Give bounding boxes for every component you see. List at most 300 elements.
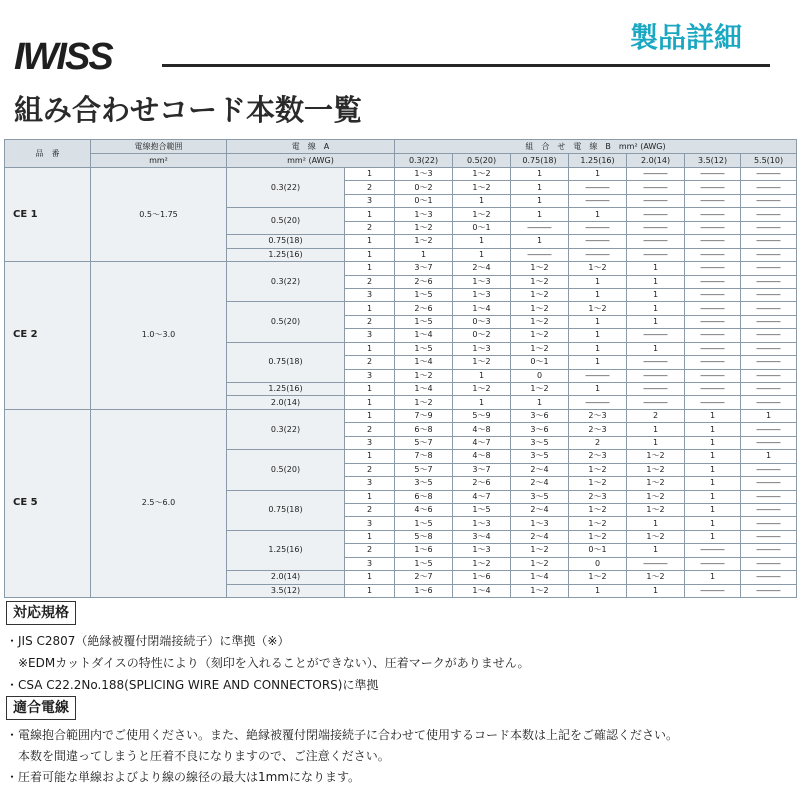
wire-a-count-cell: 3 bbox=[345, 477, 395, 490]
combination-cell: ――― bbox=[627, 329, 685, 342]
wire-a-count-cell: 1 bbox=[345, 302, 395, 315]
wire-a-cell: 0.5(20) bbox=[227, 302, 345, 342]
combination-cell: 1～5 bbox=[395, 557, 453, 570]
table-body bbox=[5, 168, 797, 598]
table-header-row-1 bbox=[5, 140, 797, 154]
range-cell: 1.0～3.0 bbox=[91, 262, 227, 410]
header-size: 0.5(20) bbox=[453, 154, 511, 168]
combination-cell: ――― bbox=[685, 248, 741, 261]
header-rule bbox=[162, 64, 770, 67]
combination-cell: 1 bbox=[569, 584, 627, 597]
combination-cell: ――― bbox=[511, 221, 569, 234]
combination-cell: ――― bbox=[741, 248, 797, 261]
combination-cell: 1～2 bbox=[453, 383, 511, 396]
combination-cell: 1～5 bbox=[453, 503, 511, 516]
combination-cell: 2～4 bbox=[511, 530, 569, 543]
combination-cell: 0～2 bbox=[395, 181, 453, 194]
table-header-row-2 bbox=[5, 154, 797, 168]
compatible-wires-note: 本数を間違ってしまうと圧着不良になりますので、ご注意ください。 bbox=[6, 749, 390, 763]
combination-cell: 1～2 bbox=[511, 288, 569, 301]
combination-cell: 1 bbox=[453, 248, 511, 261]
range-cell: 0.5～1.75 bbox=[91, 168, 227, 262]
header-range-label: 電線抱合範囲 bbox=[91, 140, 227, 154]
combination-cell: 1 bbox=[627, 315, 685, 328]
combination-cell: 1～2 bbox=[511, 342, 569, 355]
combination-cell: ――― bbox=[685, 356, 741, 369]
combination-cell: ――― bbox=[569, 248, 627, 261]
combination-cell: 1～5 bbox=[395, 342, 453, 355]
combination-cell: 1～2 bbox=[569, 571, 627, 584]
wire-a-count-cell: 2 bbox=[345, 181, 395, 194]
wire-a-count-cell: 2 bbox=[345, 544, 395, 557]
combination-cell: 2～3 bbox=[569, 490, 627, 503]
combination-cell: 1 bbox=[511, 208, 569, 221]
combination-cell: ――― bbox=[569, 194, 627, 207]
combination-cell: 1～2 bbox=[511, 275, 569, 288]
combination-cell: 2～4 bbox=[453, 262, 511, 275]
header-wire-a-label: 電 線 A bbox=[227, 140, 395, 154]
wire-a-count-cell: 1 bbox=[345, 584, 395, 597]
combination-cell: ――― bbox=[627, 248, 685, 261]
combination-cell: 1 bbox=[685, 530, 741, 543]
combination-cell: 5～9 bbox=[453, 409, 511, 422]
combination-cell: 2～4 bbox=[511, 503, 569, 516]
wire-a-cell: 0.75(18) bbox=[227, 490, 345, 530]
combination-cell: 1～2 bbox=[511, 584, 569, 597]
combination-cell: 0～1 bbox=[395, 194, 453, 207]
header-wire-b-label: 組 合 せ 電 線 B mm² (AWG) bbox=[395, 140, 797, 154]
combination-cell: ――― bbox=[741, 221, 797, 234]
combination-cell: 1～2 bbox=[569, 463, 627, 476]
combination-cell: 1 bbox=[685, 463, 741, 476]
wire-a-count-cell: 2 bbox=[345, 221, 395, 234]
header-size: 2.0(14) bbox=[627, 154, 685, 168]
header-size: 5.5(10) bbox=[741, 154, 797, 168]
combination-cell: ――― bbox=[741, 383, 797, 396]
standards-note: ・CSA C22.2No.188(SPLICING WIRE AND CONNECTORS)に準拠 bbox=[6, 678, 379, 692]
combination-cell: ――― bbox=[627, 396, 685, 409]
combination-cell: 1 bbox=[569, 342, 627, 355]
combination-cell: 1～2 bbox=[569, 477, 627, 490]
combination-cell: ――― bbox=[741, 262, 797, 275]
combination-cell: 0～2 bbox=[453, 329, 511, 342]
combination-cell: 1 bbox=[569, 383, 627, 396]
combination-cell: 1～3 bbox=[395, 168, 453, 181]
combination-cell: ――― bbox=[741, 356, 797, 369]
combination-cell: 1 bbox=[685, 423, 741, 436]
wire-a-count-cell: 1 bbox=[345, 168, 395, 181]
wire-a-count-cell: 1 bbox=[345, 490, 395, 503]
combination-cell: 1～2 bbox=[569, 302, 627, 315]
wire-a-count-cell: 1 bbox=[345, 342, 395, 355]
combination-cell: 1～3 bbox=[395, 208, 453, 221]
combination-cell: 1 bbox=[569, 329, 627, 342]
wire-a-count-cell: 3 bbox=[345, 288, 395, 301]
combination-cell: 1～2 bbox=[511, 302, 569, 315]
combination-cell: 0～1 bbox=[453, 221, 511, 234]
combination-cell: ――― bbox=[685, 329, 741, 342]
combination-cell: 2～4 bbox=[511, 477, 569, 490]
wire-a-cell: 0.3(22) bbox=[227, 262, 345, 302]
range-cell: 2.5～6.0 bbox=[91, 409, 227, 597]
combination-cell: 1 bbox=[511, 396, 569, 409]
wire-a-count-cell: 1 bbox=[345, 450, 395, 463]
combination-cell: ――― bbox=[511, 248, 569, 261]
combination-cell: ――― bbox=[685, 221, 741, 234]
wire-a-count-cell: 1 bbox=[345, 409, 395, 422]
header-size: 1.25(16) bbox=[569, 154, 627, 168]
combination-cell: 2～6 bbox=[395, 275, 453, 288]
wire-a-cell: 0.3(22) bbox=[227, 409, 345, 449]
combination-cell: ――― bbox=[685, 194, 741, 207]
standards-heading: 対応規格 bbox=[6, 601, 76, 625]
wire-a-cell: 3.5(12) bbox=[227, 584, 345, 597]
combination-cell: ――― bbox=[741, 490, 797, 503]
combination-cell: 2 bbox=[627, 409, 685, 422]
combination-cell: ――― bbox=[685, 369, 741, 382]
combination-cell: ――― bbox=[627, 369, 685, 382]
combination-cell: 1～2 bbox=[395, 221, 453, 234]
combination-cell: ――― bbox=[569, 369, 627, 382]
combination-cell: 1～4 bbox=[453, 302, 511, 315]
wire-a-count-cell: 2 bbox=[345, 315, 395, 328]
header-size: 3.5(12) bbox=[685, 154, 741, 168]
combination-cell: ――― bbox=[741, 329, 797, 342]
wire-a-count-cell: 1 bbox=[345, 262, 395, 275]
wire-a-count-cell: 3 bbox=[345, 436, 395, 449]
combination-cell: 1～2 bbox=[511, 383, 569, 396]
combination-cell: 2～3 bbox=[569, 409, 627, 422]
combination-cell: 1～2 bbox=[395, 369, 453, 382]
combination-cell: ――― bbox=[741, 423, 797, 436]
combination-cell: 3～5 bbox=[395, 477, 453, 490]
combination-cell: 1 bbox=[453, 235, 511, 248]
combination-cell: ――― bbox=[569, 396, 627, 409]
combination-cell: 1 bbox=[685, 436, 741, 449]
wire-a-count-cell: 2 bbox=[345, 503, 395, 516]
combination-cell: 1 bbox=[685, 517, 741, 530]
combination-cell: 1～2 bbox=[627, 477, 685, 490]
wire-a-count-cell: 1 bbox=[345, 383, 395, 396]
wire-a-count-cell: 2 bbox=[345, 423, 395, 436]
model-cell: CE 5 bbox=[5, 409, 91, 597]
combination-cell: 1～4 bbox=[395, 383, 453, 396]
combination-cell: 4～8 bbox=[453, 423, 511, 436]
standards-note: ・JIS C2807（絶縁被覆付閉端接続子）に準拠（※） bbox=[6, 634, 290, 648]
combination-cell: 1 bbox=[395, 248, 453, 261]
combination-cell: 3～5 bbox=[511, 450, 569, 463]
combination-cell: ――― bbox=[741, 181, 797, 194]
combination-cell: 1～2 bbox=[627, 490, 685, 503]
combination-cell: 2～3 bbox=[569, 450, 627, 463]
combination-cell: 1 bbox=[627, 342, 685, 355]
wire-a-count-cell: 1 bbox=[345, 248, 395, 261]
combination-cell: 1 bbox=[627, 262, 685, 275]
combination-cell: ――― bbox=[627, 557, 685, 570]
combination-cell: ――― bbox=[685, 544, 741, 557]
combination-cell: 1 bbox=[453, 396, 511, 409]
combination-cell: 2～3 bbox=[569, 423, 627, 436]
combination-cell: 1～2 bbox=[511, 557, 569, 570]
combination-cell: ――― bbox=[741, 436, 797, 449]
combination-cell: ――― bbox=[569, 221, 627, 234]
combination-cell: 4～8 bbox=[453, 450, 511, 463]
wire-a-cell: 2.0(14) bbox=[227, 571, 345, 584]
combination-cell: 1 bbox=[627, 275, 685, 288]
combination-cell: 1 bbox=[685, 490, 741, 503]
combination-cell: ――― bbox=[685, 557, 741, 570]
combination-cell: 1～6 bbox=[395, 544, 453, 557]
combination-cell: 1 bbox=[685, 450, 741, 463]
combination-cell: 1 bbox=[511, 194, 569, 207]
table-row bbox=[5, 262, 797, 275]
wire-a-count-cell: 2 bbox=[345, 463, 395, 476]
combination-cell: 0～1 bbox=[511, 356, 569, 369]
combination-cell: 1～6 bbox=[395, 584, 453, 597]
combination-cell: 1～5 bbox=[395, 315, 453, 328]
combination-cell: 1～4 bbox=[395, 356, 453, 369]
compatible-wires-note: ・電線抱合範囲内でご使用ください。また、絶縁被覆付閉端接続子に合わせて使用するコード本数は上記をご確認ください。 bbox=[6, 728, 679, 742]
combination-cell: 0 bbox=[569, 557, 627, 570]
combination-cell: 1～2 bbox=[569, 503, 627, 516]
combination-cell: 1～3 bbox=[453, 517, 511, 530]
wire-a-cell: 2.0(14) bbox=[227, 396, 345, 409]
combination-cell: 1 bbox=[627, 302, 685, 315]
combination-cell: 1～3 bbox=[453, 342, 511, 355]
combination-cell: ――― bbox=[685, 208, 741, 221]
combination-cell: ――― bbox=[741, 168, 797, 181]
combination-cell: ――― bbox=[741, 288, 797, 301]
combination-cell: 1 bbox=[569, 315, 627, 328]
combination-cell: 2～7 bbox=[395, 571, 453, 584]
combination-cell: ――― bbox=[741, 584, 797, 597]
combination-cell: 3～4 bbox=[453, 530, 511, 543]
combination-cell: ――― bbox=[741, 517, 797, 530]
combination-cell: ――― bbox=[741, 396, 797, 409]
combination-cell: ――― bbox=[685, 181, 741, 194]
combination-cell: 1～2 bbox=[395, 396, 453, 409]
combination-cell: 1～2 bbox=[569, 262, 627, 275]
combination-cell: 1～2 bbox=[453, 356, 511, 369]
standards-note: ※EDMカットダイスの特性により（刻印を入れることができない）、圧着マークがありません。 bbox=[6, 656, 530, 670]
wire-a-count-cell: 1 bbox=[345, 396, 395, 409]
combination-cell: 1 bbox=[685, 477, 741, 490]
combination-cell: ――― bbox=[741, 503, 797, 516]
header-range-unit: mm² bbox=[91, 154, 227, 168]
combination-cell: 4～6 bbox=[395, 503, 453, 516]
combination-cell: 1～4 bbox=[395, 329, 453, 342]
combination-cell: 0～1 bbox=[569, 544, 627, 557]
compatible-wires-note: ・圧着可能な単線およびより線の線径の最大は1mmになります。 bbox=[6, 770, 361, 784]
combination-cell: 1～2 bbox=[627, 503, 685, 516]
combination-cell: ――― bbox=[685, 288, 741, 301]
combination-cell: 1 bbox=[511, 181, 569, 194]
combination-cell: 1 bbox=[627, 584, 685, 597]
model-cell: CE 1 bbox=[5, 168, 91, 262]
wire-a-cell: 1.25(16) bbox=[227, 248, 345, 261]
wire-a-count-cell: 3 bbox=[345, 517, 395, 530]
combination-cell: 1 bbox=[741, 450, 797, 463]
combination-cell: 1～2 bbox=[511, 315, 569, 328]
combination-cell: ――― bbox=[627, 208, 685, 221]
wire-a-cell: 0.75(18) bbox=[227, 342, 345, 382]
combination-cell: 6～8 bbox=[395, 423, 453, 436]
combination-cell: ――― bbox=[569, 181, 627, 194]
combination-cell: ――― bbox=[741, 235, 797, 248]
wire-a-count-cell: 2 bbox=[345, 275, 395, 288]
combination-cell: ――― bbox=[627, 383, 685, 396]
page-title: 組み合わせコード本数一覧 bbox=[14, 93, 363, 127]
combination-cell: ――― bbox=[741, 477, 797, 490]
combination-cell: 1～2 bbox=[569, 530, 627, 543]
combination-cell: 7～8 bbox=[395, 450, 453, 463]
combination-cell: 1 bbox=[569, 168, 627, 181]
combination-cell: ――― bbox=[741, 275, 797, 288]
combination-cell: ――― bbox=[685, 168, 741, 181]
combination-cell: 4～7 bbox=[453, 436, 511, 449]
wire-a-cell: 0.5(20) bbox=[227, 208, 345, 235]
wire-a-count-cell: 1 bbox=[345, 571, 395, 584]
combination-cell: ――― bbox=[741, 208, 797, 221]
combination-cell: 3～6 bbox=[511, 423, 569, 436]
combination-cell: ――― bbox=[741, 369, 797, 382]
combination-cell: 1 bbox=[453, 369, 511, 382]
combination-cell: 1～2 bbox=[627, 571, 685, 584]
combination-cell: 1～4 bbox=[511, 571, 569, 584]
wire-a-cell: 0.75(18) bbox=[227, 235, 345, 248]
combination-cell: 1 bbox=[741, 409, 797, 422]
combination-cell: 1 bbox=[569, 208, 627, 221]
combination-cell: 1 bbox=[627, 544, 685, 557]
combination-cell: 3～7 bbox=[453, 463, 511, 476]
header-size: 0.75(18) bbox=[511, 154, 569, 168]
combination-cell: ――― bbox=[741, 571, 797, 584]
combination-cell: 1 bbox=[685, 503, 741, 516]
combination-cell: 2～6 bbox=[395, 302, 453, 315]
combination-table bbox=[4, 139, 797, 598]
combination-cell: 5～7 bbox=[395, 463, 453, 476]
table-row bbox=[5, 409, 797, 422]
wire-a-cell: 1.25(16) bbox=[227, 530, 345, 570]
header-model: 品 番 bbox=[5, 140, 91, 168]
combination-cell: 1～2 bbox=[453, 181, 511, 194]
model-cell: CE 2 bbox=[5, 262, 91, 410]
combination-table-container bbox=[4, 139, 796, 598]
wire-a-count-cell: 1 bbox=[345, 235, 395, 248]
wire-a-count-cell: 3 bbox=[345, 369, 395, 382]
combination-cell: 1～2 bbox=[511, 262, 569, 275]
compatible-wires-heading: 適合電線 bbox=[6, 696, 76, 720]
combination-cell: ――― bbox=[741, 557, 797, 570]
combination-cell: ――― bbox=[741, 463, 797, 476]
wire-a-count-cell: 3 bbox=[345, 557, 395, 570]
combination-cell: 3～7 bbox=[395, 262, 453, 275]
combination-cell: 1～6 bbox=[453, 571, 511, 584]
combination-cell: 0～3 bbox=[453, 315, 511, 328]
combination-cell: 1～3 bbox=[453, 544, 511, 557]
combination-cell: 2 bbox=[569, 436, 627, 449]
wire-a-count-cell: 3 bbox=[345, 329, 395, 342]
header-wire-a-unit: mm² (AWG) bbox=[227, 154, 395, 168]
combination-cell: ――― bbox=[741, 315, 797, 328]
combination-cell: 2～6 bbox=[453, 477, 511, 490]
combination-cell: ――― bbox=[685, 235, 741, 248]
wire-a-count-cell: 3 bbox=[345, 194, 395, 207]
combination-cell: 3～6 bbox=[511, 409, 569, 422]
combination-cell: 1 bbox=[511, 168, 569, 181]
combination-cell: ――― bbox=[685, 342, 741, 355]
combination-cell: ――― bbox=[627, 221, 685, 234]
combination-cell: 1～2 bbox=[395, 235, 453, 248]
combination-cell: ――― bbox=[627, 168, 685, 181]
combination-cell: ――― bbox=[741, 302, 797, 315]
combination-cell: 1～2 bbox=[627, 463, 685, 476]
combination-cell: 1～2 bbox=[453, 208, 511, 221]
combination-cell: 0 bbox=[511, 369, 569, 382]
wire-a-count-cell: 2 bbox=[345, 356, 395, 369]
combination-cell: 1～5 bbox=[395, 288, 453, 301]
combination-cell: ――― bbox=[685, 275, 741, 288]
combination-cell: ――― bbox=[685, 262, 741, 275]
wire-a-cell: 0.5(20) bbox=[227, 450, 345, 490]
combination-cell: 1～5 bbox=[395, 517, 453, 530]
combination-cell: ――― bbox=[741, 544, 797, 557]
combination-cell: ――― bbox=[741, 342, 797, 355]
combination-cell: ――― bbox=[741, 194, 797, 207]
combination-cell: ――― bbox=[569, 235, 627, 248]
combination-cell: 1 bbox=[685, 571, 741, 584]
combination-cell: 1～2 bbox=[511, 329, 569, 342]
combination-cell: 6～8 bbox=[395, 490, 453, 503]
combination-cell: ――― bbox=[685, 396, 741, 409]
wire-a-count-cell: 1 bbox=[345, 208, 395, 221]
combination-cell: 3～5 bbox=[511, 436, 569, 449]
combination-cell: ――― bbox=[685, 302, 741, 315]
combination-cell: ――― bbox=[685, 584, 741, 597]
wire-a-cell: 0.3(22) bbox=[227, 168, 345, 208]
combination-cell: 1～3 bbox=[453, 288, 511, 301]
combination-cell: 1 bbox=[569, 356, 627, 369]
product-detail-badge: 製品詳細 bbox=[630, 21, 743, 54]
combination-cell: 1 bbox=[569, 288, 627, 301]
combination-cell: ――― bbox=[685, 383, 741, 396]
combination-cell: 1～3 bbox=[453, 275, 511, 288]
combination-cell: 2～4 bbox=[511, 463, 569, 476]
combination-cell: 1 bbox=[627, 436, 685, 449]
combination-cell: ――― bbox=[627, 235, 685, 248]
combination-cell: 1～2 bbox=[511, 544, 569, 557]
combination-cell: 1 bbox=[569, 275, 627, 288]
combination-cell: 1 bbox=[627, 288, 685, 301]
combination-cell: ――― bbox=[741, 530, 797, 543]
combination-cell: 1 bbox=[453, 194, 511, 207]
combination-cell: 4～7 bbox=[453, 490, 511, 503]
combination-cell: 1 bbox=[685, 409, 741, 422]
wire-a-count-cell: 1 bbox=[345, 530, 395, 543]
wire-a-cell: 1.25(16) bbox=[227, 383, 345, 396]
combination-cell: 3～5 bbox=[511, 490, 569, 503]
combination-cell: 1 bbox=[627, 517, 685, 530]
table-row bbox=[5, 168, 797, 181]
combination-cell: 1～2 bbox=[453, 168, 511, 181]
combination-cell: 7～9 bbox=[395, 409, 453, 422]
combination-cell: 5～8 bbox=[395, 530, 453, 543]
combination-cell: 1～2 bbox=[569, 517, 627, 530]
combination-cell: 5～7 bbox=[395, 436, 453, 449]
combination-cell: 1～3 bbox=[511, 517, 569, 530]
combination-cell: ――― bbox=[685, 315, 741, 328]
combination-cell: ――― bbox=[627, 194, 685, 207]
